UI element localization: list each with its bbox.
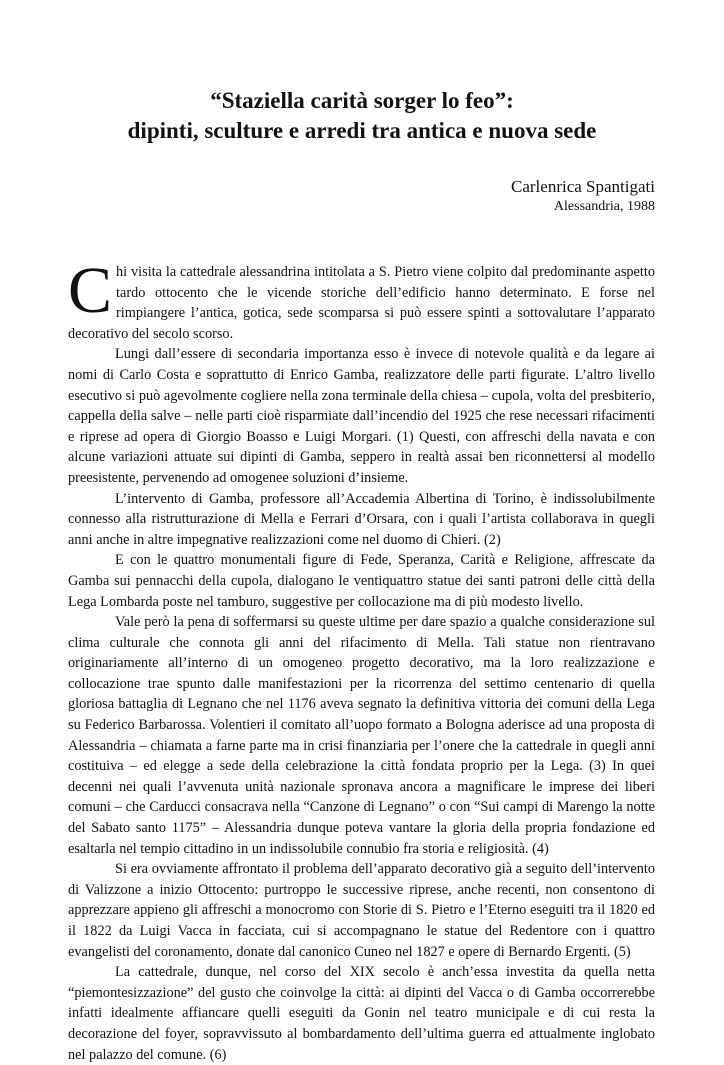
author-name: Carlenrica Spantigati — [511, 177, 655, 196]
author-block — [511, 176, 655, 216]
paragraph-text: hi visita la cattedrale alessandrina intitolata a S. Pietro viene colpito dal predominante aspetto tardo ottocento che le vicende storiche dell’edificio hanno determinato. E forse nel rimpiangere l’antica, gotica, sede scomparsa si può essere spinti a sottovalutare l’apparato decorativo del secolo scorso. — [68, 264, 655, 342]
paragraph: Si era ovviamente affrontato il problema dell’apparato decorativo già a seguito dell’intervento di Valizzone a inizio Ottocento: purtroppo le successive riprese, anche recenti, non consentono di apprezzare appieno gli affreschi a monocromo con Storie di S. Pietro e l’Eterno eseguiti tra il 1820 ed il 1822 da Luigi Vacca in facciata, cui si accompagnano le statue del Redentore con i quattro evangelisti del coronamento, donate dal canonico Cuneo nel 1827 e opere di Bernardo Ergenti. (5) — [68, 861, 655, 960]
paragraph: Lungi dall’essere di secondaria importanza esso è invece di notevole qualità e da legare ai nomi di Carlo Costa e soprattutto di Enrico Gamba, realizzatore delle parti figurate. L’altro livello esecutivo si può agevolmente cogliere nella zona terminale della chiesa – cupola, volta del presbiterio, cappella della salve – nelle parti cioè risparmiate dall’incendio del 1925 che rese necessari rifacimenti e riprese ad opera di Giorgio Boasso e Luigi Morgari. (1) Questi, con affreschi della navata e con alcune variazioni attuate sui dipinti di Gamba, seppero in realtà assai ben riconnettersi al modello preesistente, pervenendo ad omogenee soluzioni d’insieme. — [68, 346, 655, 486]
place-date: Alessandria, 1988 — [553, 199, 655, 214]
title-line-2: dipinti, sculture e arredi tra antica e nuova sede — [127, 118, 597, 143]
paragraph: Vale però la pena di soffermarsi su queste ultime per dare spazio a qualche considerazione sul clima culturale che connota gli anni del rifacimento di Mella. Tali statue non rientravano originariamente all’interno di un omogeneo progetto decorativo, ma la loro realizzazione e collocazione trae spunto dalle manifestazioni per la ricorrenza del settimo centenario di quella gloriosa battaglia di Legnano che nel 1176 aveva segnato la definitiva vittoria dei comuni della Lega su Federico Barbarossa. Volentieri il comitato all’uopo formato a Bologna aderisce ad una proposta di Alessandria – chiamata a farne parte ma in crisi finanziaria per l’onere che la cattedrale in quegli anni costituiva – ed elegge a sede della celebrazione la città fondata proprio per la Lega. (3) In quei decenni nei quali l’avvenuta unità nazionale spronava ancora a magnificare le imprese dei liberi comuni – che Carducci consacrava nella “Canzone di Legnano” o con “Sui campi di Marengo la notte del Sabato santo 1175” – Alessandria dunque poteva vantare la gloria della propria fondazione ed esaltarla nel tempio cittadino in un indissolubile connubio fra storia e religiosità. (4) — [68, 614, 655, 857]
paragraph: L’intervento di Gamba, professore all’Accademia Albertina di Torino, è indissolubilmente connesso alla ristrutturazione di Mella e Ferrari d’Orsara, con i quali l’artista collaborava in quegli anni anche in altre impegnative realizzazioni come nel duomo di Chieri. (2) — [68, 490, 655, 548]
paragraph: La cattedrale, dunque, nel corso del XIX secolo è anch’essa investita da quella netta “piemontesizzazione” del gusto che coinvolge la città: ai dipinti del Vacca o di Gamba occorrerebbe infatti idealmente affiancare quelli eseguiti da Gonin nel teatro municipale e di cui resta la decorazione del foyer, sopravvissuto al bombardamento dell’ultima guerra ed attualmente inglobato nel palazzo del comune. (6) — [68, 964, 655, 1063]
paragraph — [68, 254, 655, 344]
page-title — [60, 86, 664, 146]
paragraph: E con le quattro monumentali figure di Fede, Speranza, Carità e Religione, affrescate da Gamba sui pennacchi della cupola, dialogano le ventiquattro statue dei santi patroni delle città della Lega Lombarda poste nel tamburo, suggestive per collocazione ma di più modesto livello. — [68, 552, 655, 610]
article-body — [68, 254, 655, 1065]
drop-cap: C — [68, 254, 113, 327]
title-line-1: “Staziella carità sorger lo feo”: — [210, 88, 514, 113]
